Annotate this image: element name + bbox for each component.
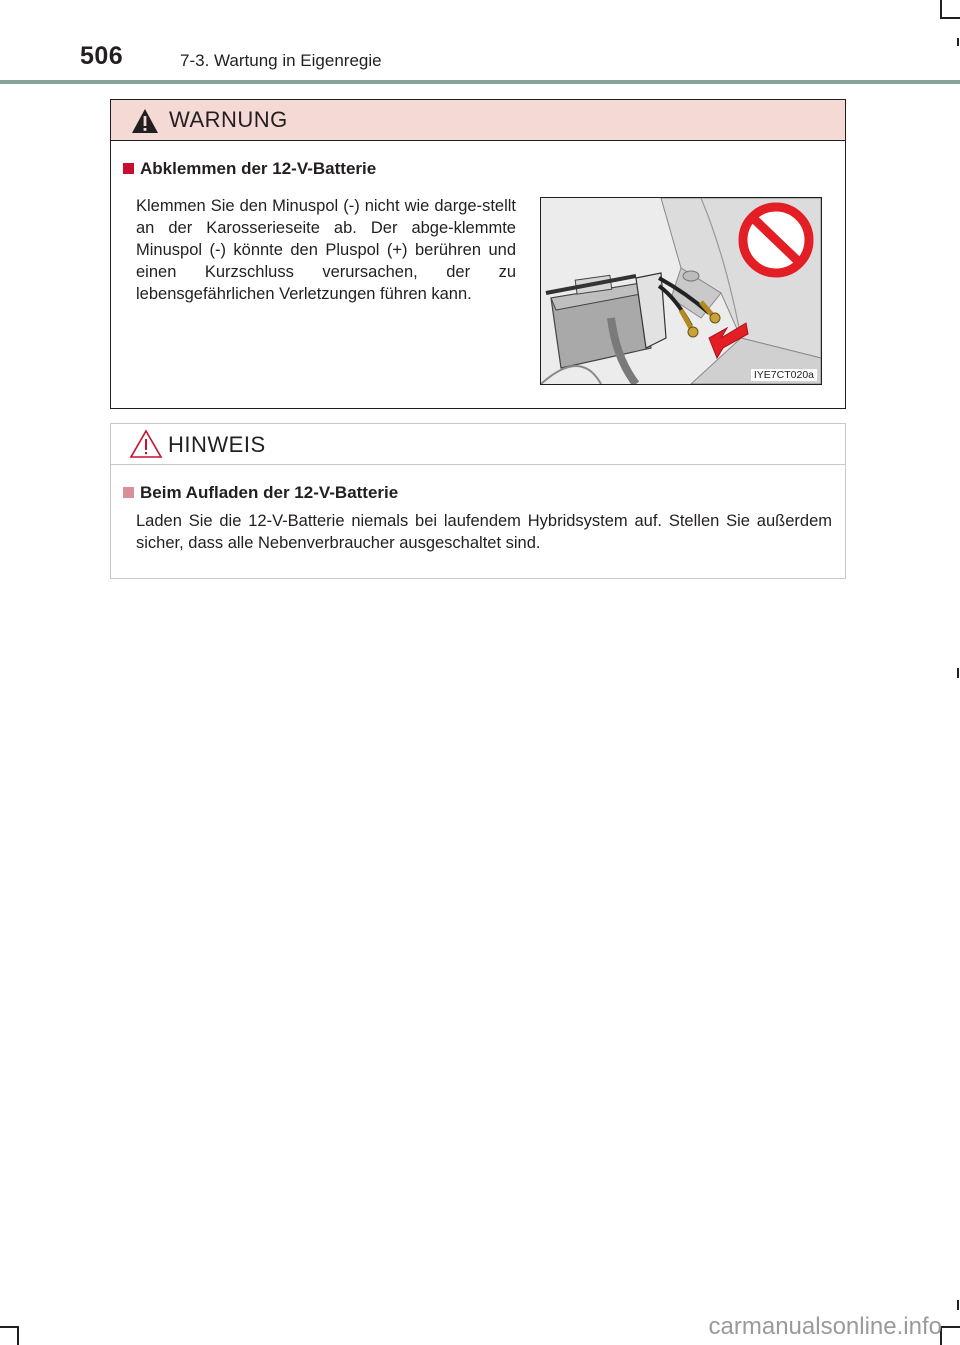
crop-mark — [17, 1326, 19, 1345]
warning-title: WARNUNG — [169, 107, 288, 132]
notice-text: Laden Sie die 12-V-Batterie niemals bei laufendem Hybridsystem auf. Stellen Sie außerdem sicher, dass alle Nebenverbraucher ausgeschaltet sind. — [136, 512, 832, 552]
warning-heading — [123, 159, 376, 179]
warning-triangle-icon — [131, 108, 159, 134]
figure-code: IYE7CT020a — [751, 369, 817, 381]
square-bullet-icon — [123, 163, 134, 174]
section-title: 7-3. Wartung in Eigenregie — [180, 51, 382, 70]
crop-mark — [0, 1326, 18, 1328]
notice-title: HINWEIS — [168, 432, 266, 457]
notice-header — [111, 424, 845, 465]
square-bullet-icon — [123, 487, 134, 498]
crop-mark — [957, 1300, 959, 1310]
watermark: carmanualsonline.info — [708, 1313, 942, 1340]
page-number: 506 — [80, 42, 124, 70]
warning-heading-text: Abklemmen der 12-V-Batterie — [140, 159, 377, 178]
warning-text: Klemmen Sie den Minuspol (-) nicht wie darge-stellt an der Karosserieseite ab. Der abge-klemmte Minuspol (-) könnte den Pluspol (+) berühren und einen Kurzschluss verursachen, der zu lebensgefährlichen Verletzungen führen kann. — [136, 197, 516, 303]
notice-box — [110, 423, 846, 579]
caution-triangle-outline-icon — [129, 429, 163, 459]
warning-box — [110, 99, 846, 409]
notice-heading-text: Beim Aufladen der 12-V-Batterie — [140, 483, 399, 502]
crop-mark — [957, 668, 959, 678]
page-header — [0, 0, 960, 86]
battery-illustration-graphic — [541, 198, 821, 384]
crop-mark — [940, 1326, 960, 1328]
notice-heading — [123, 483, 398, 503]
header-rule — [0, 80, 960, 84]
warning-header — [111, 100, 845, 141]
battery-terminal-illustration — [540, 197, 822, 385]
